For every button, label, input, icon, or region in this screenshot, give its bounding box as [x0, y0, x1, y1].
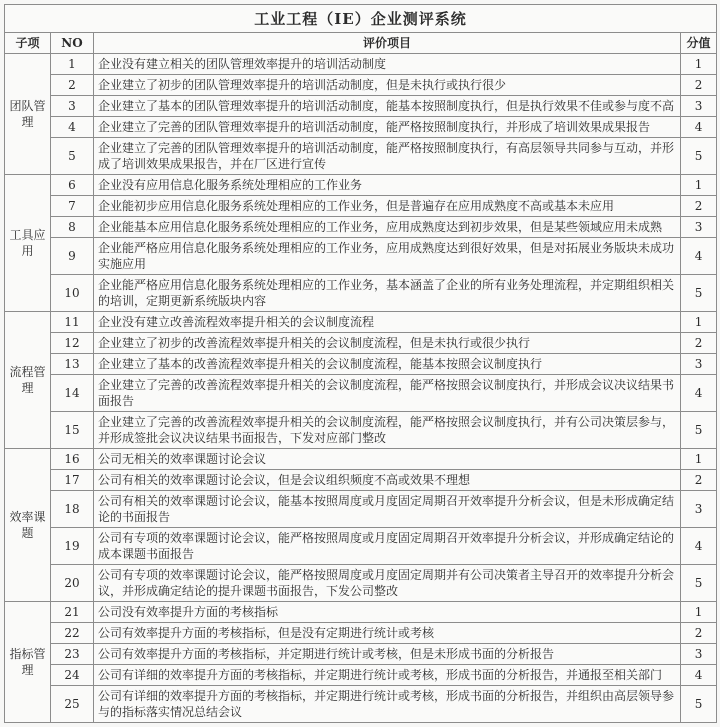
table-row — [5, 196, 717, 217]
table-row — [5, 312, 717, 333]
table-row — [5, 275, 717, 312]
title-row — [5, 5, 717, 33]
row-number: 13 — [51, 354, 94, 375]
row-number: 24 — [51, 665, 94, 686]
col-header-score: 分值 — [681, 33, 717, 54]
evaluation-item: 企业能初步应用信息化服务系统处理相应的工作业务，但是普遍存在应用成熟度不高或基本未应用 — [94, 196, 681, 217]
evaluation-item: 企业建立了完善的改善流程效率提升相关的会议制度流程，能严格按照会议制度执行，并有公司决策层参与，并形成签批会议决议结果书面报告，下发对应部门整改 — [94, 412, 681, 449]
row-number: 8 — [51, 217, 94, 238]
evaluation-item: 企业建立了完善的改善流程效率提升相关的会议制度流程，能严格按照会议制度执行，并形成会议决议结果书面报告 — [94, 375, 681, 412]
row-number: 5 — [51, 138, 94, 175]
col-header-no: NO — [51, 33, 94, 54]
evaluation-item: 企业能严格应用信息化服务系统处理相应的工作业务，应用成熟度达到很好效果，但是对拓展业务版块未成功实施应用 — [94, 238, 681, 275]
group-cell-efficiency-topics: 效率课题 — [5, 449, 51, 602]
column-header-row — [5, 33, 717, 54]
group-cell-process-management: 流程管理 — [5, 312, 51, 449]
row-number: 20 — [51, 565, 94, 602]
row-number: 21 — [51, 602, 94, 623]
score-value: 3 — [681, 217, 717, 238]
row-number: 6 — [51, 175, 94, 196]
table-row — [5, 117, 717, 138]
row-number: 16 — [51, 449, 94, 470]
score-value: 3 — [681, 644, 717, 665]
table-row — [5, 138, 717, 175]
evaluation-item: 企业没有建立改善流程效率提升相关的会议制度流程 — [94, 312, 681, 333]
evaluation-item: 公司无相关的效率课题讨论会议 — [94, 449, 681, 470]
evaluation-item: 企业能基本应用信息化服务系统处理相应的工作业务，应用成熟度达到初步效果，但是某些领域应用未成熟 — [94, 217, 681, 238]
score-value: 3 — [681, 354, 717, 375]
evaluation-table — [4, 4, 717, 723]
table-row — [5, 686, 717, 723]
table-row — [5, 644, 717, 665]
score-value: 2 — [681, 196, 717, 217]
score-value: 4 — [681, 238, 717, 275]
evaluation-item: 公司有效率提升方面的考核指标，并定期进行统计或考核，但是未形成书面的分析报告 — [94, 644, 681, 665]
evaluation-item: 公司有相关的效率课题讨论会议，但是会议组织频度不高或效果不理想 — [94, 470, 681, 491]
score-value: 5 — [681, 565, 717, 602]
score-value: 2 — [681, 333, 717, 354]
evaluation-item: 公司有专项的效率课题讨论会议，能严格按照周度或月度固定周期并有公司决策者主导召开的效率提升分析会议，并形成确定结论的提升课题书面报告，下发公司整改 — [94, 565, 681, 602]
table-row — [5, 565, 717, 602]
row-number: 14 — [51, 375, 94, 412]
row-number: 15 — [51, 412, 94, 449]
score-value: 1 — [681, 54, 717, 75]
evaluation-item: 企业没有建立相关的团队管理效率提升的培训活动制度 — [94, 54, 681, 75]
score-value: 3 — [681, 491, 717, 528]
table-row — [5, 333, 717, 354]
evaluation-item: 公司有效率提升方面的考核指标，但是没有定期进行统计或考核 — [94, 623, 681, 644]
evaluation-item: 公司有专项的效率课题讨论会议，能严格按照周度或月度固定周期召开效率提升分析会议，并形成确定结论的成本课题书面报告 — [94, 528, 681, 565]
evaluation-item: 公司没有效率提升方面的考核指标 — [94, 602, 681, 623]
score-value: 5 — [681, 275, 717, 312]
score-value: 2 — [681, 75, 717, 96]
table-row — [5, 75, 717, 96]
score-value: 5 — [681, 138, 717, 175]
evaluation-item: 企业建立了初步的改善流程效率提升相关的会议制度流程，但是未执行或很少执行 — [94, 333, 681, 354]
row-number: 11 — [51, 312, 94, 333]
row-number: 18 — [51, 491, 94, 528]
table-row — [5, 602, 717, 623]
row-number: 23 — [51, 644, 94, 665]
col-header-item: 评价项目 — [94, 33, 681, 54]
score-value: 1 — [681, 175, 717, 196]
row-number: 22 — [51, 623, 94, 644]
row-number: 1 — [51, 54, 94, 75]
evaluation-item: 公司有详细的效率提升方面的考核指标，并定期进行统计或考核，形成书面的分析报告，并通报至相关部门 — [94, 665, 681, 686]
evaluation-item: 企业建立了基本的团队管理效率提升的培训活动制度，能基本按照制度执行，但是执行效果不佳或参与度不高 — [94, 96, 681, 117]
table-row — [5, 175, 717, 196]
evaluation-item: 企业建立了初步的团队管理效率提升的培训活动制度，但是未执行或执行很少 — [94, 75, 681, 96]
evaluation-item: 公司有相关的效率课题讨论会议，能基本按照周度或月度固定周期召开效率提升分析会议，但是未形成确定结论的书面报告 — [94, 491, 681, 528]
table-row — [5, 54, 717, 75]
row-number: 12 — [51, 333, 94, 354]
evaluation-item: 企业没有应用信息化服务系统处理相应的工作业务 — [94, 175, 681, 196]
table-row — [5, 449, 717, 470]
row-number: 2 — [51, 75, 94, 96]
row-number: 17 — [51, 470, 94, 491]
col-header-subitem: 子项 — [5, 33, 51, 54]
score-value: 5 — [681, 686, 717, 723]
row-number: 7 — [51, 196, 94, 217]
row-number: 10 — [51, 275, 94, 312]
score-value: 3 — [681, 96, 717, 117]
score-value: 1 — [681, 312, 717, 333]
row-number: 19 — [51, 528, 94, 565]
group-cell-indicator-management: 指标管理 — [5, 602, 51, 723]
table-row — [5, 528, 717, 565]
score-value: 2 — [681, 470, 717, 491]
table-row — [5, 470, 717, 491]
row-number: 4 — [51, 117, 94, 138]
table-row — [5, 354, 717, 375]
score-value: 1 — [681, 449, 717, 470]
score-value: 4 — [681, 665, 717, 686]
table-row — [5, 491, 717, 528]
row-number: 3 — [51, 96, 94, 117]
score-value: 4 — [681, 117, 717, 138]
evaluation-item: 公司有详细的效率提升方面的考核指标，并定期进行统计或考核，形成书面的分析报告，并组织由高层领导参与的指标落实情况总结会议 — [94, 686, 681, 723]
page-title: 工业工程（IE）企业测评系统 — [5, 5, 717, 33]
score-value: 5 — [681, 412, 717, 449]
score-value: 2 — [681, 623, 717, 644]
table-row — [5, 412, 717, 449]
table-row — [5, 217, 717, 238]
group-cell-team-management: 团队管理 — [5, 54, 51, 175]
table-row — [5, 96, 717, 117]
evaluation-item: 企业建立了基本的改善流程效率提升相关的会议制度流程，能基本按照会议制度执行 — [94, 354, 681, 375]
table-row — [5, 375, 717, 412]
score-value: 4 — [681, 528, 717, 565]
evaluation-item: 企业能严格应用信息化服务系统处理相应的工作业务，基本涵盖了企业的所有业务处理流程，并定期组织相关的培训，定期更新系统版块内容 — [94, 275, 681, 312]
score-value: 1 — [681, 602, 717, 623]
table-row — [5, 238, 717, 275]
row-number: 9 — [51, 238, 94, 275]
group-cell-tool-application: 工具应用 — [5, 175, 51, 312]
score-value: 4 — [681, 375, 717, 412]
table-row — [5, 665, 717, 686]
evaluation-item: 企业建立了完善的团队管理效率提升的培训活动制度，能严格按照制度执行，并形成了培训效果成果报告 — [94, 117, 681, 138]
evaluation-item: 企业建立了完善的团队管理效率提升的培训活动制度，能严格按照制度执行，有高层领导共同参与互动，并形成了培训效果成果报告，并在厂区进行宣传 — [94, 138, 681, 175]
table-row — [5, 623, 717, 644]
row-number: 25 — [51, 686, 94, 723]
